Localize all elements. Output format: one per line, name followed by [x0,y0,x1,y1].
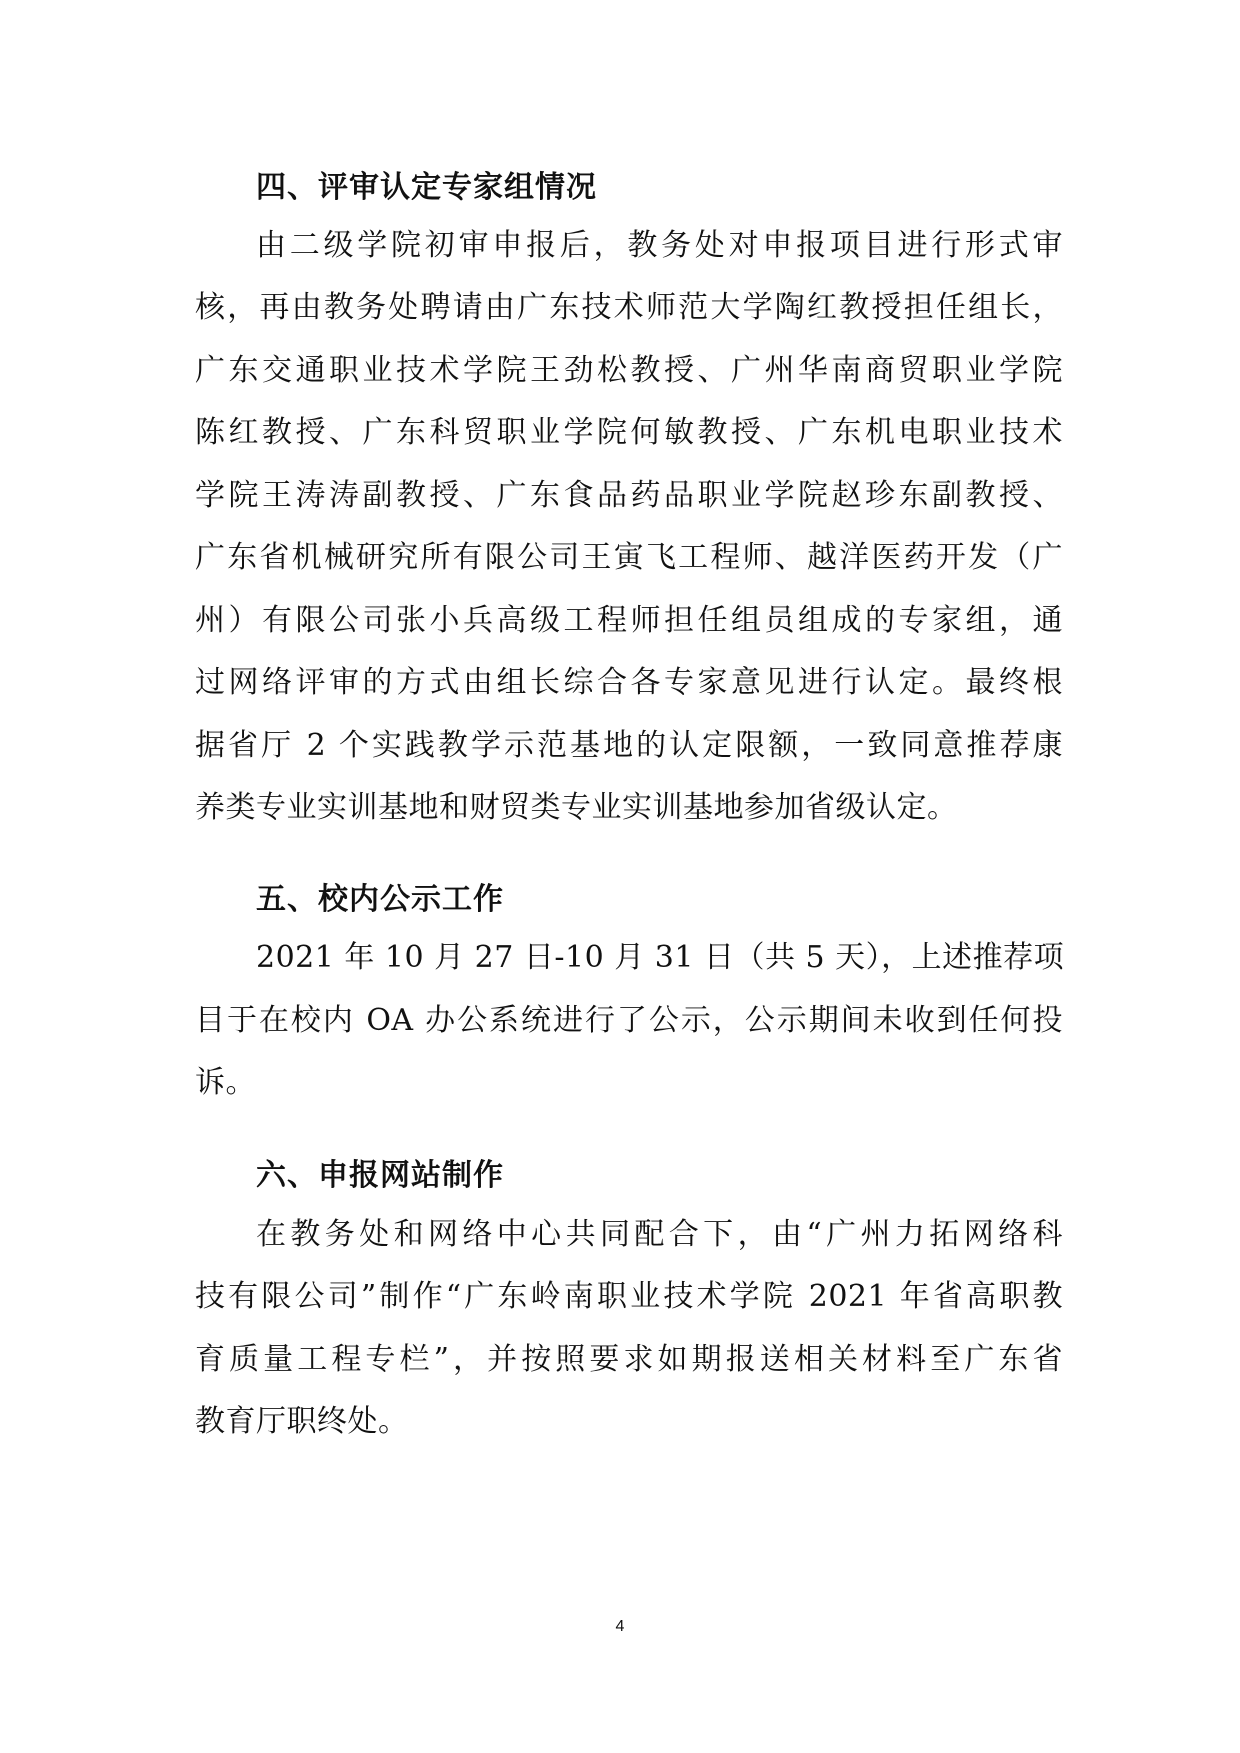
section-4-paragraph-line: 由二级学院初审申报后，教务处对申报项目进行形式审 [256,228,1063,263]
section-4-paragraph-line: 广东交通职业技术学院王劲松教授、广州华南商贸职业学院 [195,353,1063,388]
section-4-paragraph-line: 据省厅 2 个实践教学示范基地的认定限额，一致同意推荐康 [195,728,1063,763]
section-4-paragraph-line: 核，再由教务处聘请由广东技术师范大学陶红教授担任组长， [195,290,1063,325]
section-6-paragraph-line: 教育厅职终处。 [195,1404,409,1439]
page-number: 4 [615,1618,625,1635]
section-4-paragraph-line: 养类专业实训基地和财贸类专业实训基地参加省级认定。 [195,790,958,825]
section-4-paragraph-line: 州）有限公司张小兵高级工程师担任组员组成的专家组，通 [195,603,1063,638]
section-6-heading: 六、申报网站制作 [256,1158,504,1193]
section-5-paragraph-line: 诉。 [195,1065,256,1100]
section-4-paragraph-line: 过网络评审的方式由组长综合各专家意见进行认定。最终根 [195,665,1063,700]
section-4-paragraph-line: 广东省机械研究所有限公司王寅飞工程师、越洋医药开发（广 [195,540,1063,575]
section-5-paragraph-line: 目于在校内 OA 办公系统进行了公示，公示期间未收到任何投 [195,1003,1063,1038]
section-4-paragraph-line: 学院王涛涛副教授、广东食品药品职业学院赵珍东副教授、 [195,478,1063,513]
section-4-heading: 四、评审认定专家组情况 [256,170,597,205]
section-6-paragraph-line: 在教务处和网络中心共同配合下，由“广州力拓网络科 [256,1217,1063,1252]
section-5-heading: 五、校内公示工作 [256,882,504,917]
section-5-paragraph-line: 2021 年 10 月 27 日-10 月 31 日（共 5 天），上述推荐项 [256,940,1065,975]
section-4-paragraph-line: 陈红教授、广东科贸职业学院何敏教授、广东机电职业技术 [195,415,1063,450]
section-6-paragraph-line: 技有限公司”制作“广东岭南职业技术学院 2021 年省高职教 [195,1279,1063,1314]
section-6-paragraph-line: 育质量工程专栏”，并按照要求如期报送相关材料至广东省 [195,1342,1063,1377]
